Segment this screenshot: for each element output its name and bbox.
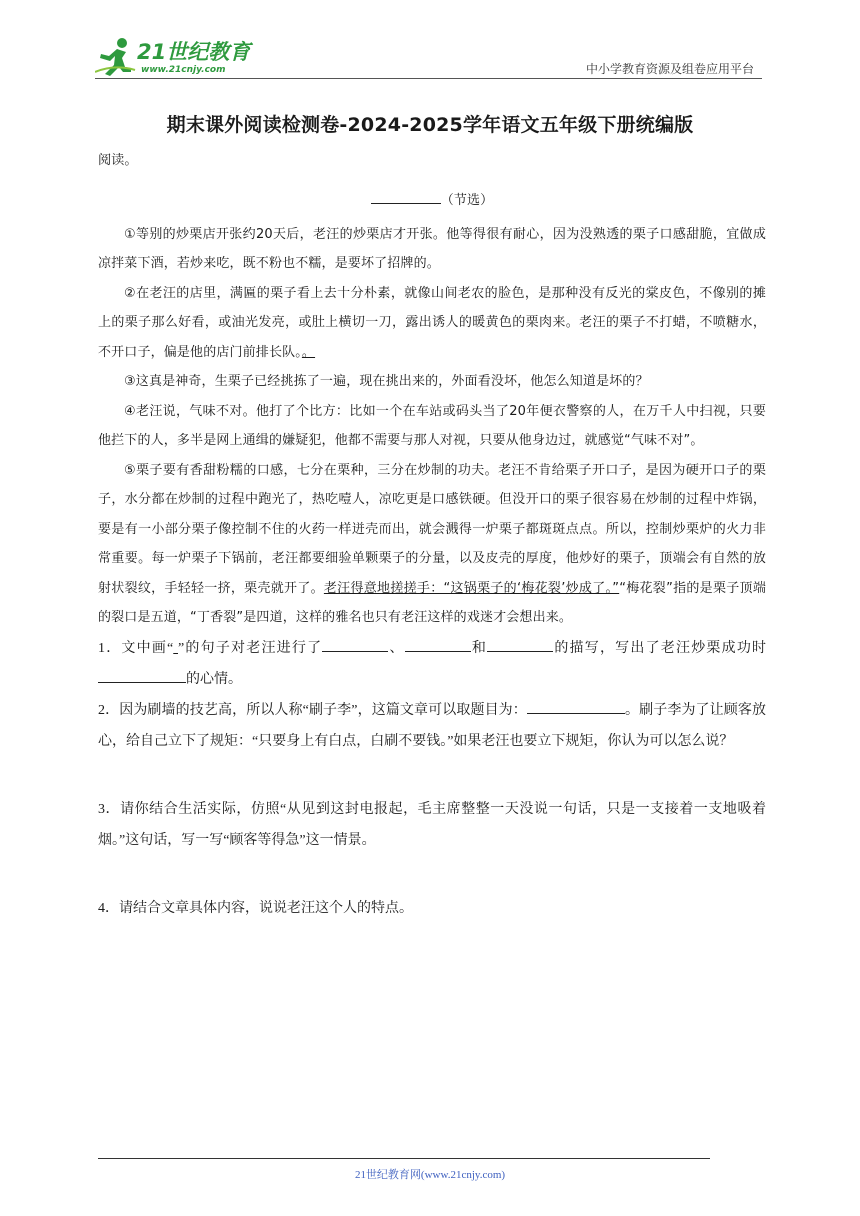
q1-text-a: 1．文中画“	[98, 640, 174, 656]
paragraph-2-text: ②在老汪的店里，满匾的栗子看上去十分朴素，就像山间老农的脸色，是那种没有反光的棠皮色，不像别的摊上的栗子那么好看，或油光发亮，或肚上横切一刀，露出诱人的暖黄色的栗肉来。老汪的栗子不打蜡，不喷糖水，不开口子，偏是他的店门前排长队。	[98, 285, 766, 360]
q1-blank-3[interactable]	[487, 636, 553, 652]
question-2	[98, 695, 766, 757]
paragraph-2	[98, 279, 766, 368]
paragraph-3: ③这真是神奇，生栗子已经挑拣了一遍，现在挑出来的，外面看没坏，他怎么知道是坏的？	[124, 374, 649, 389]
q1-blank-4[interactable]	[98, 667, 186, 683]
q1-text-b: ”的句子对老汪进行了	[177, 640, 323, 656]
q1-text-c: 的描写，写出了老汪炒栗成功时	[553, 640, 767, 656]
intro-text: 阅读。	[98, 153, 138, 168]
footer-text: 21世纪教育网(www.21cnjy.com)	[354, 1169, 506, 1181]
q1-text-d: 的心情。	[186, 671, 242, 687]
logo-text: 21世纪教育	[137, 40, 251, 64]
question-1	[98, 633, 766, 695]
site-logo	[95, 34, 265, 76]
paragraph-2-mark: 。	[301, 344, 316, 360]
header-platform-text: 中小学教育资源及组卷应用平台	[585, 62, 754, 76]
runner-icon	[95, 38, 135, 76]
underlined-sentence: 老汪得意地搓搓手：“这锅栗子的‘梅花裂’炒成了。”	[323, 580, 620, 596]
q1-sep-2: 和	[470, 640, 488, 656]
q1-blank-1[interactable]	[322, 636, 388, 652]
answer-space-3[interactable]	[98, 856, 766, 893]
paragraph-5-text-a: ⑤栗子要有香甜粉糯的口感，七分在栗种，三分在炒制的功夫。老汪不肯给栗子开口子，是因为硬开口子的栗子，水分都在炒制的过程中跑光了，热吃噎人，凉吃更是口感铁硬。但没开口的栗子很容易在炒制的过程中炸锅，要是有一小部分栗子像控制不住的火药一样迸壳而出，就会溅得一炉栗子都斑斑点点。所以，控制炒栗炉的火力非常重要。每一炉栗子下锅前，老汪都要细验单颗栗子的分量，以及皮壳的厚度，他炒好的栗子，顶端会有自然的放射状裂纹，手轻轻一挤，栗壳就开了。	[98, 462, 766, 596]
paragraph-4: ④老汪说，气味不对。他打了个比方：比如一个在车站或码头当了20年便衣警察的人，在万千人中扫视，只要他拦下的人，多半是网上通缉的嫌疑犯，他都不需要与那人对视，只要从他身边过，就感觉“气味不对”。	[98, 403, 766, 448]
header-divider	[95, 78, 762, 79]
q2-text-b: 。刷子李为了让顾客放心，给自己立下了规矩：“只要身上有白点，白刷不要钱。”如果老汪也要立下规矩，你认为可以怎么说？	[98, 702, 766, 749]
q1-sep-1: 、	[388, 640, 405, 656]
answer-space-2[interactable]	[98, 757, 766, 794]
paragraph-5-text-b: “梅花裂”指的是栗子顶端的裂口是五道，“丁香裂”是四道，这样的雅名也只有老汪这样的戏迷才会想出来。	[98, 580, 766, 625]
question-3: 3．请你结合生活实际，仿照“从见到这封电报起，毛主席整整一天没说一句话，只是一支接着一支地吸着烟。”这句话，写一写“顾客等得急”这一情景。	[98, 801, 766, 848]
question-4: 4．请结合文章具体内容，说说老汪这个人的特点。	[98, 900, 413, 916]
passage-subtitle	[98, 186, 766, 216]
q1-blank-2[interactable]	[405, 636, 471, 652]
paragraph-1: ①等别的炒栗店开张约20天后，老汪的炒栗店才开张。他等得很有耐心，因为没熟透的栗子口感甜脆，宜做成凉拌菜下酒，若炒来吃，既不粉也不糯，是要坏了招牌的。	[98, 226, 766, 271]
q2-text-a: 2．因为刷墙的技艺高，所以人称“刷子李”，这篇文章可以取题目为：	[98, 702, 527, 718]
title-blank[interactable]	[371, 189, 441, 204]
document-body	[98, 150, 766, 924]
footer-divider	[98, 1158, 710, 1159]
passage-subtitle-text: （节选）	[440, 193, 494, 208]
paragraph-5	[98, 456, 766, 633]
page-title: 期末课外阅读检测卷-2024-2025学年语文五年级下册统编版	[166, 114, 694, 136]
q2-blank[interactable]	[527, 698, 625, 714]
passage	[98, 186, 766, 633]
logo-url: www.21cnjy.com	[141, 65, 226, 75]
